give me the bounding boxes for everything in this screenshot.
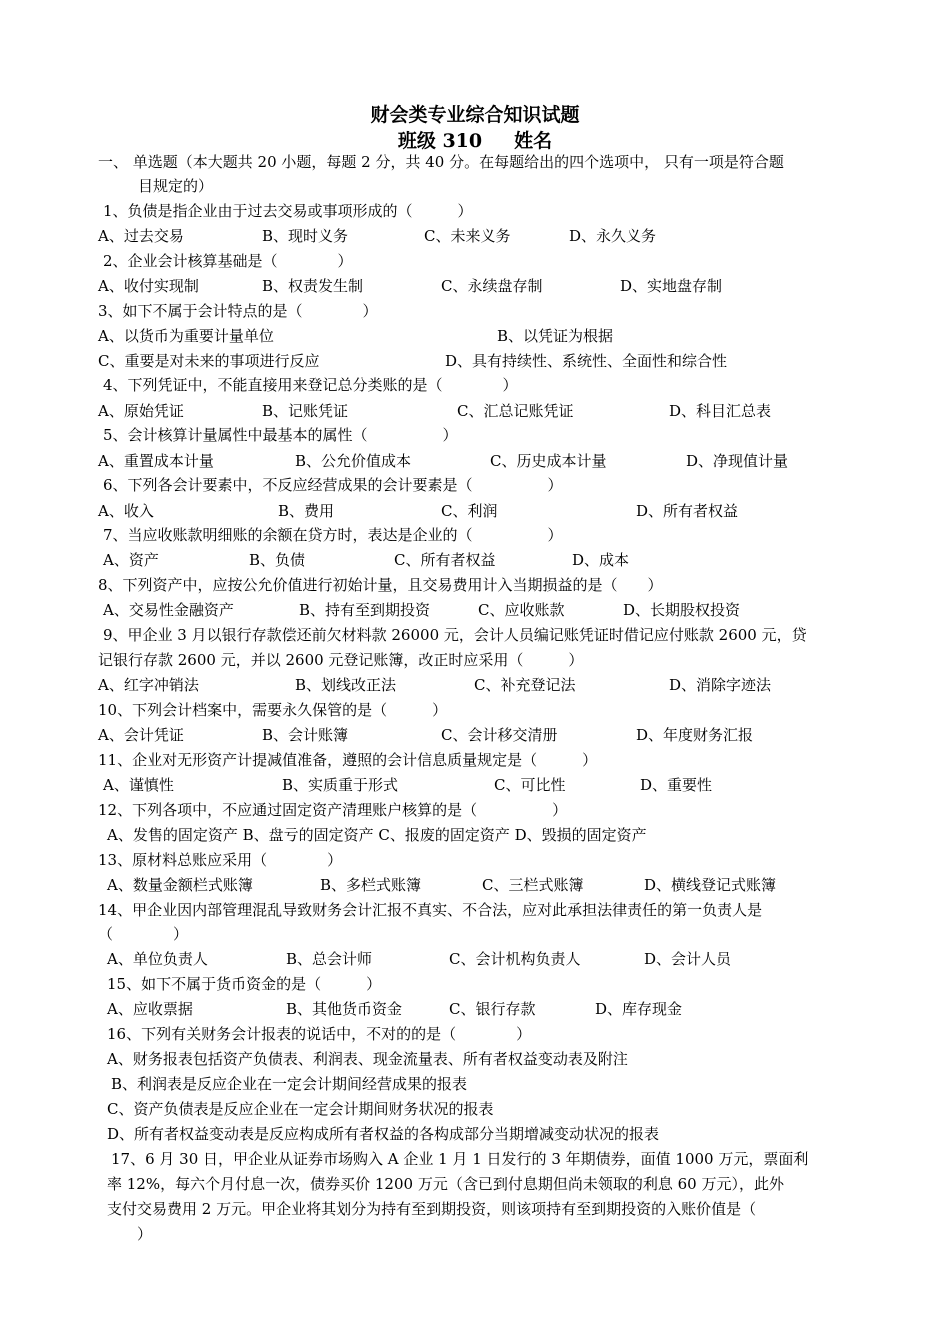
option: B、权责发生制 — [262, 277, 364, 295]
option: C、会计机构负责人 — [449, 950, 581, 968]
option: B、总会计师 — [286, 950, 373, 968]
option: D、科目汇总表 — [669, 402, 772, 420]
question-stem: 5、会计核算计量属性中最基本的属性（ ） — [103, 426, 458, 444]
option: A、单位负责人 — [107, 950, 208, 968]
option: D、所有者权益 — [636, 502, 739, 520]
option: B、其他货币资金 — [286, 1000, 403, 1018]
option: D、永久义务 — [569, 227, 657, 245]
option: C、汇总记账凭证 — [457, 402, 574, 420]
name-label: 姓名 — [514, 130, 553, 152]
exam-title: 财会类专业综合知识试题 — [370, 104, 580, 126]
option: C、历史成本计量 — [490, 452, 607, 470]
question-stem: 14、甲企业因内部管理混乱导致财务会计汇报不真实、不合法，应对此承担法律责任的第一负责人是 — [98, 901, 763, 919]
question-stem: 11、企业对无形资产计提减值准备，遵照的会计信息质量规定是（ ） — [98, 751, 598, 769]
option: B、公允价值成本 — [295, 452, 412, 470]
option: C、三栏式账簿 — [482, 876, 584, 894]
option: A、会计凭证 — [98, 726, 184, 744]
option: C、重要是对未来的事项进行反应 — [98, 352, 320, 370]
option: B、现时义务 — [262, 227, 349, 245]
option: C、利润 — [441, 502, 498, 520]
option: A、原始凭证 — [98, 402, 184, 420]
option: D、所有者权益变动表是反应构成所有者权益的各构成部分当期增减变动状况的报表 — [107, 1125, 660, 1143]
question-stem: 10、下列会计档案中，需要永久保管的是（ ） — [98, 701, 448, 719]
option: A、以货币为重要计量单位 — [98, 327, 274, 345]
option: B、实质重于形式 — [282, 776, 399, 794]
option: B、记账凭证 — [262, 402, 349, 420]
question-stem-cont: ） — [107, 1225, 153, 1243]
option: A、交易性金融资产 — [103, 601, 234, 619]
question-stem-cont: 支付交易费用 2 万元。甲企业将其划分为持有至到期投资，则该项持有至到期投资的入账价值是（ — [107, 1200, 757, 1218]
option: D、横线登记式账簿 — [644, 876, 777, 894]
option: C、未来义务 — [424, 227, 511, 245]
class-name-line — [0, 126, 950, 153]
option: C、所有者权益 — [394, 551, 496, 569]
option: A、谨慎性 — [103, 776, 174, 794]
option: D、会计人员 — [644, 950, 732, 968]
option: C、补充登记法 — [474, 676, 576, 694]
option: D、消除字迹法 — [669, 676, 772, 694]
option: A、收付实现制 — [98, 277, 199, 295]
question-stem-cont: 记银行存款 2600 元，并以 2600 元登记账簿，改正时应采用（ ） — [98, 651, 584, 669]
section-heading: 一、 单选题（本大题共 20 小题，每题 2 分，共 40 分。在每题给出的四个选项中， 只有一项是符合题 — [98, 153, 784, 171]
option: A、财务报表包括资产负债表、利润表、现金流量表、所有者权益变动表及附注 — [107, 1050, 628, 1068]
question-stem: 9、甲企业 3 月以银行存款偿还前欠材料款 26000 元，会计人员编记账凭证时借记应付账款 2600 元，贷 — [103, 626, 807, 644]
question-stem-cont: 率 12%，每六个月付息一次，债券买价 1200 万元（含已到付息期但尚未领取的利息 60 万元），此外 — [107, 1175, 784, 1193]
option: D、净现值计量 — [686, 452, 789, 470]
option: D、年度财务汇报 — [636, 726, 754, 744]
question-stem: 6、下列各会计要素中，不反应经营成果的会计要素是（ ） — [103, 476, 563, 494]
option: C、永续盘存制 — [441, 277, 543, 295]
option: A、发售的固定资产 B、盘亏的固定资产 C、报废的固定资产 D、毁损的固定资产 — [107, 826, 647, 844]
question-stem: 15、如下不属于货币资金的是（ ） — [107, 975, 382, 993]
option: D、成本 — [572, 551, 630, 569]
option: C、可比性 — [494, 776, 566, 794]
option: A、红字冲销法 — [98, 676, 199, 694]
option: A、收入 — [98, 502, 154, 520]
option: B、费用 — [278, 502, 335, 520]
class-label: 班级 310 — [397, 130, 483, 152]
option: D、具有持续性、系统性、全面性和综合性 — [445, 352, 728, 370]
option: B、划线改正法 — [295, 676, 397, 694]
option: A、资产 — [103, 551, 159, 569]
question-stem-cont: （ ） — [98, 925, 189, 943]
question-stem: 13、原材料总账应采用（ ） — [98, 851, 343, 869]
option: D、实地盘存制 — [620, 277, 723, 295]
option: A、过去交易 — [98, 227, 184, 245]
question-stem: 17、6 月 30 日，甲企业从证券市场购入 A 企业 1 月 1 日发行的 3 年期债券，面值 1000 万元，票面利 — [111, 1150, 809, 1168]
question-stem: 7、当应收账款明细账的余额在贷方时，表达是企业的（ ） — [103, 526, 563, 544]
option: B、负债 — [249, 551, 306, 569]
option: D、库存现金 — [595, 1000, 683, 1018]
section-heading-cont: 目规定的） — [138, 177, 214, 195]
option: B、持有至到期投资 — [299, 601, 431, 619]
option: C、会计移交清册 — [441, 726, 558, 744]
option: D、长期股权投资 — [623, 601, 741, 619]
option: C、应收账款 — [478, 601, 565, 619]
option: B、多栏式账簿 — [320, 876, 422, 894]
question-stem: 12、下列各项中，不应通过固定资产清理账户核算的是（ ） — [98, 801, 568, 819]
question-stem: 2、企业会计核算基础是（ ） — [103, 252, 353, 270]
question-stem: 3、如下不属于会计特点的是（ ） — [98, 302, 378, 320]
question-stem: 4、下列凭证中，不能直接用来登记总分类账的是（ ） — [103, 376, 518, 394]
question-stem: 16、下列有关财务会计报表的说话中，不对的的是（ ） — [107, 1025, 532, 1043]
option: D、重要性 — [640, 776, 713, 794]
question-stem: 1、负债是指企业由于过去交易或事项形成的（ ） — [103, 202, 473, 220]
question-stem: 8、下列资产中，应按公允价值进行初始计量，且交易费用计入当期损益的是（ ） — [98, 576, 663, 594]
option: A、应收票据 — [107, 1000, 193, 1018]
option: B、以凭证为根据 — [497, 327, 614, 345]
option: A、重置成本计量 — [98, 452, 214, 470]
option: A、数量金额栏式账簿 — [107, 876, 253, 894]
option: B、利润表是反应企业在一定会计期间经营成果的报表 — [111, 1075, 468, 1093]
option: C、资产负债表是反应企业在一定会计期间财务状况的报表 — [107, 1100, 494, 1118]
option: C、银行存款 — [449, 1000, 536, 1018]
option: B、会计账簿 — [262, 726, 349, 744]
